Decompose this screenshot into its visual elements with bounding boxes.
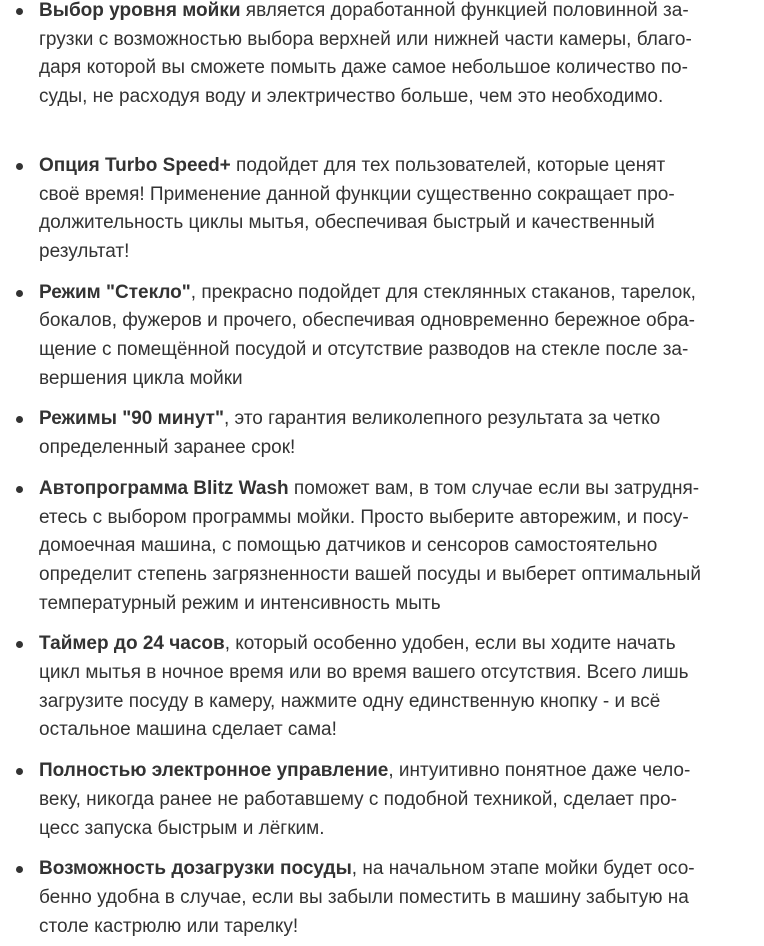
text-line: вершения цикла мойки (39, 367, 243, 389)
text-line: столе кастрюлю или тарелку! (39, 915, 299, 937)
text-line: даря которой вы сможете помыть даже самое небольшое количество по- (39, 57, 688, 79)
list-item (0, 630, 764, 745)
text-line (39, 855, 748, 884)
text-line (39, 475, 748, 504)
text-line (39, 405, 748, 434)
feature-text: , интуитивно понятное даже чело- (388, 760, 691, 782)
text-line: щение с помещённой посудой и отсутствие разводов на стекле после за- (39, 339, 689, 361)
text-line (39, 630, 748, 659)
text-line: определит степень загрязненности вашей посуды и выберет оптимальный (39, 563, 701, 585)
feature-text: , на начальном этапе мойки будет осо- (351, 858, 695, 880)
feature-text: , это гарантия великолепного результата за четко (223, 408, 661, 430)
text-line (39, 0, 748, 26)
text-line: бокалов, фужеров и прочего, обеспечивая одновременно бережное обра- (39, 310, 695, 332)
feature-text: , который особенно удобен, если вы ходите начать (224, 633, 676, 655)
feature-title: Режимы "90 минут" (39, 408, 224, 430)
list-item (0, 0, 764, 112)
text-line: етесь с выбором программы мойки. Просто выберите авторежим, и посу- (39, 506, 689, 528)
feature-title: Выбор уровня мойки (39, 0, 241, 21)
list-item (0, 279, 764, 394)
feature-title: Полностью электронное управление (39, 760, 389, 782)
list-item (0, 757, 764, 843)
feature-text: является доработанной функцией половинной за- (240, 0, 689, 21)
feature-title: Режим "Стекло" (39, 281, 191, 303)
text-line: загрузите посуду в камеру, нажмите одну единственную кнопку - и всё (39, 690, 661, 712)
list-item (0, 855, 764, 941)
text-line (39, 757, 748, 786)
text-line: должительность циклы мытья, обеспечивая быстрый и качественный (39, 212, 655, 234)
text-line: своё время! Применение данной функции существенно сокращает про- (39, 183, 675, 205)
feature-text: подойдет для тех пользователей, которые ценят (230, 154, 666, 176)
list-item (0, 152, 764, 267)
feature-title: Опция Turbo Speed+ (39, 154, 231, 176)
text-line: цикл мытья в ночное время или во время вашего отсутствия. Всего лишь (39, 662, 689, 684)
text-line: домоечная машина, с помощью датчиков и сенсоров самостоятельно (39, 535, 658, 557)
text-line: температурный режим и интенсивность мыть (39, 592, 441, 614)
text-line: грузки с возможностью выбора верхней или нижней части камеры, благо- (39, 28, 692, 50)
text-line (39, 152, 748, 181)
text-line: суды, не расходуя воду и электричество больше, чем это необходимо. (39, 86, 664, 108)
feature-title: Таймер до 24 часов (39, 633, 225, 655)
feature-text: , прекрасно подойдет для стеклянных стаканов, тарелок, (190, 281, 696, 303)
feature-text: поможет вам, в том случае если вы затрудня- (288, 477, 700, 499)
text-line (39, 279, 748, 308)
text-line: результат! (39, 240, 130, 262)
text-line: веку, никогда ранее не работавшему с подобной техникой, сделает про- (39, 788, 677, 810)
list-item (0, 475, 764, 619)
feature-title: Возможность дозагрузки посуды (39, 858, 352, 880)
feature-title: Автопрограмма Blitz Wash (39, 477, 289, 499)
text-line: определенный заранее срок! (39, 437, 296, 459)
text-line: цесс запуска быстрым и лёгким. (39, 817, 325, 839)
text-line: остальное машина сделает сама! (39, 719, 337, 741)
list-item (0, 405, 764, 462)
text-line: бенно удобна в случае, если вы забыли поместить в машину забытую на (39, 886, 689, 908)
